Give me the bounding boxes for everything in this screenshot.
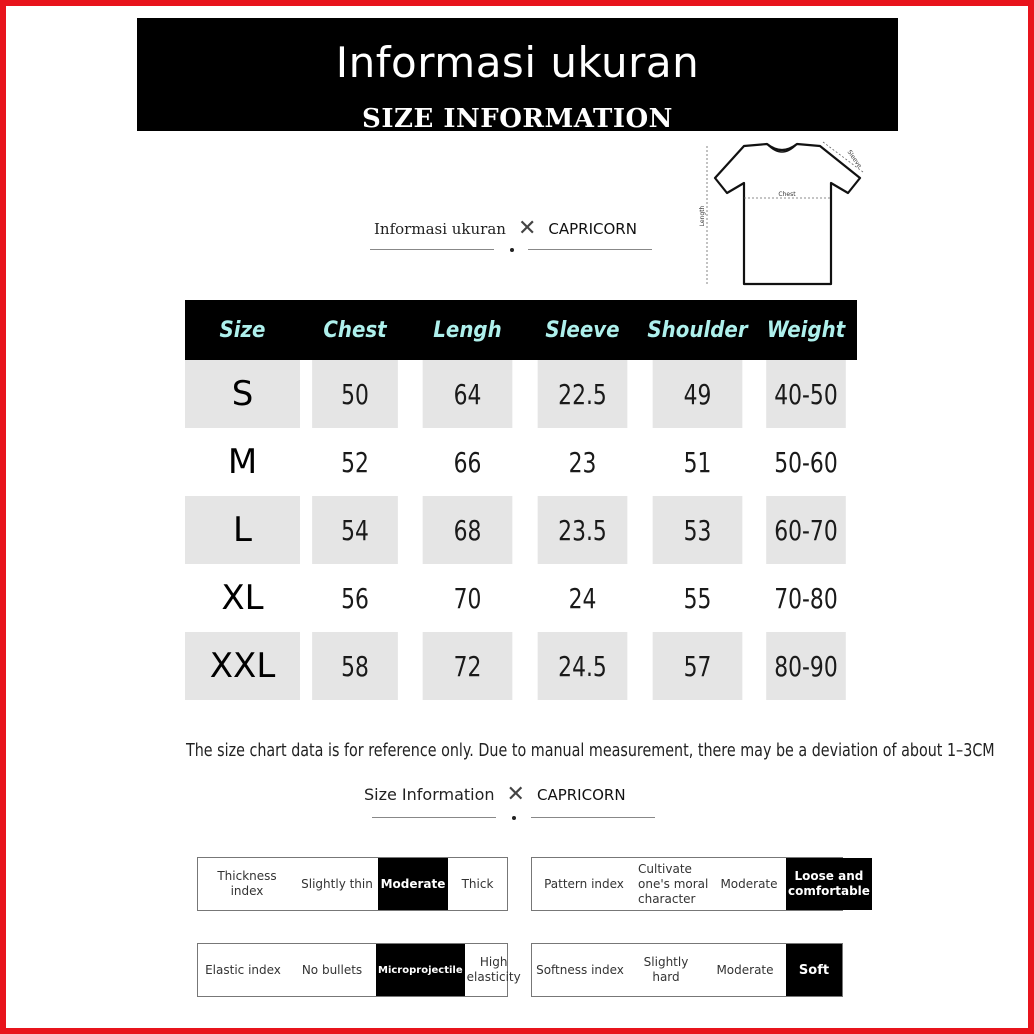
table-row (185, 360, 857, 428)
brand-line-2-right: CAPRICORN (536, 785, 626, 804)
table-cell: 56 (341, 581, 369, 615)
divider-line (370, 249, 494, 250)
table-cell: 64 (423, 360, 513, 428)
table-row (185, 632, 857, 700)
column-header: Size (185, 300, 300, 360)
brand-line-1 (374, 216, 637, 241)
divider-line (528, 249, 652, 250)
cross-icon: ✕ (517, 216, 537, 241)
column-header: Weight (755, 300, 857, 360)
column-header: Shoulder (640, 300, 755, 360)
table-cell: 55 (683, 581, 712, 615)
size-cell: XXL (185, 632, 300, 700)
index-label: Elastic index (205, 962, 281, 977)
table-cell: 50 (312, 360, 398, 428)
index-option: Moderate (716, 962, 774, 977)
index-option-selected: Loose and comfortable (786, 858, 872, 910)
table-row (185, 428, 857, 496)
length-label: Length (699, 205, 706, 227)
size-cell: XL (221, 578, 264, 618)
divider-dot (510, 248, 514, 252)
size-cell: M (227, 442, 258, 482)
table-cell: 66 (453, 445, 482, 479)
sleeve-label: Sleeve (845, 148, 863, 170)
brand-line-2-left: Size Information (364, 785, 495, 804)
tshirt-diagram (697, 140, 867, 290)
cross-icon: ✕ (506, 782, 525, 807)
column-header: Chest (300, 300, 410, 360)
brand-line-1-right: CAPRICORN (548, 219, 637, 238)
page-subtitle: SIZE INFORMATION (362, 104, 673, 134)
brand-line-1-left: Informasi ukuran (374, 219, 506, 238)
table-cell: 24 (568, 581, 597, 615)
header-banner (137, 18, 898, 134)
table-cell: 70 (453, 581, 482, 615)
index-option: High elasticity (466, 955, 521, 984)
table-row (185, 496, 857, 564)
table-cell: 51 (683, 445, 712, 479)
measurement-note: The size chart data is for reference only. Due to manual measurement, there may be a deviation of about 1–3CM (186, 740, 995, 761)
column-header: Lengh (410, 300, 525, 360)
chest-label: Chest (778, 191, 796, 198)
index-option-selected: Soft (786, 944, 842, 996)
index-option: Slightly thin (301, 876, 373, 891)
index-label: Pattern index (544, 876, 624, 891)
table-cell: 40-50 (766, 360, 846, 428)
index-option: No bullets (301, 962, 363, 977)
index-option: Thick (461, 876, 494, 891)
table-cell: 68 (423, 496, 513, 564)
divider-line (372, 817, 496, 818)
index-option-selected: Moderate (378, 858, 448, 910)
table-cell: 53 (653, 496, 743, 564)
index-option: Cultivate one's moral character (638, 861, 709, 906)
page-title: Informasi ukuran (335, 38, 700, 87)
thickness-index (197, 857, 508, 911)
table-cell: 80-90 (766, 632, 846, 700)
size-table (185, 300, 857, 700)
table-cell: 49 (653, 360, 743, 428)
divider-line (531, 817, 655, 818)
table-cell: 57 (653, 632, 743, 700)
elastic-index (197, 943, 521, 997)
divider-dot (512, 816, 516, 820)
size-cell: S (185, 360, 300, 428)
index-label: Softness index (536, 962, 624, 977)
table-cell: 52 (341, 445, 369, 479)
table-cell: 70-80 (774, 581, 838, 615)
column-header: Sleeve (525, 300, 640, 360)
table-cell: 72 (423, 632, 513, 700)
softness-index (531, 943, 843, 997)
tshirt-outline-icon (715, 144, 860, 284)
table-cell: 23.5 (538, 496, 628, 564)
index-label: Thickness index (217, 869, 277, 898)
table-cell: 23 (568, 445, 597, 479)
table-cell: 22.5 (538, 360, 628, 428)
table-cell: 24.5 (538, 632, 628, 700)
index-option: Slightly hard (643, 955, 689, 984)
table-cell: 60-70 (766, 496, 846, 564)
table-row (185, 564, 857, 632)
size-cell: L (185, 496, 300, 564)
pattern-index (531, 857, 870, 911)
brand-line-2 (364, 782, 626, 807)
table-header-row (185, 300, 857, 360)
table-cell: 50-60 (774, 445, 838, 479)
index-option-selected: Microprojectile (376, 944, 465, 996)
index-option: Moderate (720, 876, 778, 891)
table-cell: 58 (312, 632, 398, 700)
table-cell: 54 (312, 496, 398, 564)
